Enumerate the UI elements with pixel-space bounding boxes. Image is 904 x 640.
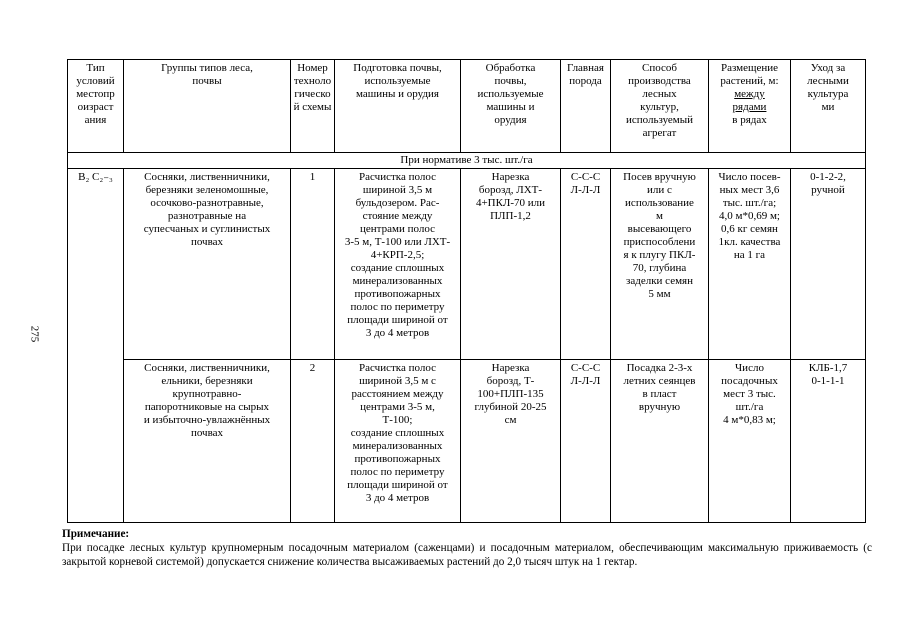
cell-line: техноло	[293, 75, 332, 87]
cell-line: Сосняки, лиственничники,	[144, 171, 270, 183]
forest-groups-cell	[124, 169, 291, 360]
condition-type-cell: В₂ С₂₋₃	[68, 169, 124, 523]
cell-line: оизраст	[77, 101, 114, 113]
cell-line: используемые	[477, 88, 544, 100]
cell-line: Л-Л-Л	[570, 375, 601, 387]
cell-line: минерализованных	[352, 275, 443, 287]
header-condition-type	[68, 60, 124, 153]
cell-line: порода	[569, 75, 602, 87]
cell-line: Расчистка полос	[359, 362, 436, 374]
cell-line: 3 до 4 метров	[365, 327, 430, 339]
cell-line: ми	[821, 101, 835, 113]
cell-line: тыс. шт./га;	[722, 197, 777, 209]
cell-line: условий	[76, 75, 115, 87]
cell-line: Л-Л-Л	[570, 184, 601, 196]
cell-line: КЛБ-1,7	[808, 362, 848, 374]
cell-line: приспособлени	[623, 236, 696, 248]
cell-line: 1кл. качества	[718, 236, 781, 248]
cell-line: Нарезка	[491, 362, 530, 374]
cell-line: местопр	[76, 88, 115, 100]
cell-line: 3-5 м, Т-100 или ЛХТ-	[344, 236, 451, 248]
cell-line: полос по периметру	[350, 301, 445, 313]
placement-cell	[709, 360, 791, 523]
cell-line: папоротниковые на сырых	[144, 401, 270, 413]
cell-line: создание сплошных	[350, 262, 445, 274]
cell-line: 0-1-2-2,	[810, 171, 846, 183]
cell-line: машины и	[486, 101, 535, 113]
cell-line: Подготовка почвы,	[353, 62, 442, 74]
cell-line: Сосняки, лиственничники,	[144, 362, 270, 374]
cell-line: площади шириной от	[347, 314, 448, 326]
cell-line: ания	[84, 114, 107, 126]
cell-line: используемые	[364, 75, 431, 87]
soil-treatment-cell	[461, 360, 561, 523]
cell-line: между	[734, 88, 765, 100]
header-care	[791, 60, 866, 153]
main-species-cell	[561, 169, 611, 360]
cell-line: 100+ПЛП-135	[477, 388, 544, 400]
cell-line: Номер	[297, 62, 328, 74]
normative-label: При нормативе 3 тыс. шт./га	[68, 153, 866, 169]
cell-line: Группы типов леса,	[161, 62, 253, 74]
cell-line: почвы	[192, 75, 222, 87]
cell-line: машины и орудия	[356, 88, 439, 100]
cell-line: 0-1-1-1	[811, 375, 845, 387]
cell-line: растений, м:	[720, 75, 779, 87]
cell-line: бульдозером. Рас-	[355, 197, 440, 209]
cell-line: вручную	[638, 401, 681, 413]
cell-line: глубиной 20-25	[474, 401, 547, 413]
cell-line: противопожарных	[354, 453, 441, 465]
cell-line: ельники, березняки	[161, 375, 253, 387]
cell-line: см	[504, 414, 517, 426]
cell-line: посадочных	[721, 375, 778, 387]
cell-line: шириной 3,5 м	[362, 184, 433, 196]
header-production-method	[611, 60, 709, 153]
note-block	[62, 527, 872, 569]
cell-line: мест 3 тыс.	[723, 388, 776, 400]
scheme-number-cell: 2	[291, 360, 335, 523]
cell-line: шириной 3,5 м с	[359, 375, 436, 387]
cell-line: в пласт	[642, 388, 677, 400]
cell-line: или с	[647, 184, 672, 196]
cell-line: 0,6 кг семян	[721, 223, 778, 235]
cell-line: крупнотравно-	[172, 388, 242, 400]
page-number: 275	[28, 325, 41, 343]
cell-line: 4 м*0,83 м;	[723, 414, 776, 426]
cell-line: ПЛП-1,2	[490, 210, 531, 222]
cell-line: Посадка 2-3-х	[626, 362, 693, 374]
cell-line: С-С-С	[570, 171, 601, 183]
cell-line: Т-100;	[382, 414, 413, 426]
cell-line: 5 мм	[648, 288, 671, 300]
cell-line: заделки семян	[626, 275, 693, 287]
cell-line: 70, глубина	[632, 262, 687, 274]
cell-line: березняки зеленомошные,	[145, 184, 269, 196]
cell-line: Тип	[86, 62, 105, 74]
cell-line: производства	[628, 75, 691, 87]
cell-line: рядами	[732, 101, 767, 113]
cell-line: й схемы	[293, 101, 332, 113]
cell-line: противопожарных	[354, 288, 441, 300]
soil-treatment-cell	[461, 169, 561, 360]
cell-line: С-С-С	[570, 362, 601, 374]
scheme-number-cell: 1	[291, 169, 335, 360]
soil-preparation-cell	[335, 169, 461, 360]
cell-line: Способ	[642, 62, 677, 74]
cell-line: почвах	[190, 427, 224, 439]
cell-line: Уход за	[810, 62, 846, 74]
header-soil-treatment	[461, 60, 561, 153]
cell-line: ручной	[811, 184, 845, 196]
cell-line: агрегат	[642, 127, 677, 139]
cell-line: культура	[807, 88, 849, 100]
cell-line: м	[656, 210, 663, 222]
cell-line: гическо	[294, 88, 331, 100]
cell-line: на 1 га	[733, 249, 766, 261]
cell-line: площади шириной от	[347, 479, 448, 491]
forest-table	[67, 59, 866, 523]
cell-line: ных мест 3,6	[719, 184, 780, 196]
header-row	[68, 60, 866, 153]
cell-line: Посев вручную	[623, 171, 696, 183]
cell-line: минерализованных	[352, 440, 443, 452]
note-text: При посадке лесных культур крупномерным посадочным материалом (саженцами) и посадочным материалом, обеспечивающим максимальную приживаемость (с закрытой корневой системой) допускается снижение количества высаживаемых растений до 2,0 тысяч штук на 1 гектар.	[62, 542, 872, 568]
cell-line: стояние между	[362, 210, 433, 222]
cell-line: я к плугу ПКЛ-	[623, 249, 696, 261]
cell-line: высевающего	[627, 223, 692, 235]
forest-groups-cell	[124, 360, 291, 523]
cell-line: Главная	[567, 62, 604, 74]
cell-line: орудия	[494, 114, 527, 126]
cell-line: 4+ПКЛ-70 или	[475, 197, 546, 209]
production-method-cell	[611, 169, 709, 360]
cell-line: супесчаных и суглинистых	[143, 223, 271, 235]
cell-line: Расчистка полос	[359, 171, 436, 183]
cell-line: почвах	[190, 236, 224, 248]
production-method-cell	[611, 360, 709, 523]
table-row	[68, 169, 866, 360]
cell-line: полос по периметру	[350, 466, 445, 478]
cell-line: разнотравные на	[167, 210, 247, 222]
header-main-species	[561, 60, 611, 153]
cell-line: использование	[625, 197, 694, 209]
normative-row	[68, 153, 866, 169]
cell-line: борозд, ЛХТ-	[478, 184, 543, 196]
cell-line: создание сплошных	[350, 427, 445, 439]
header-soil-preparation	[335, 60, 461, 153]
cell-line: 4+КРП-2,5;	[370, 249, 425, 261]
cell-line: Число посев-	[718, 171, 781, 183]
cell-line: в рядах	[732, 114, 767, 126]
cell-line: центрами 3-5 м,	[360, 401, 435, 413]
cell-line: Размещение	[720, 62, 779, 74]
care-cell	[791, 169, 866, 360]
cell-line: культур,	[640, 101, 679, 113]
cell-line: борозд, Т-	[486, 375, 535, 387]
cell-line: расстоянием между	[351, 388, 444, 400]
soil-preparation-cell	[335, 360, 461, 523]
cell-line: шт./га	[735, 401, 764, 413]
cell-line: используемый	[625, 114, 694, 126]
placement-cell	[709, 169, 791, 360]
table-row	[68, 360, 866, 523]
care-cell	[791, 360, 866, 523]
header-scheme-number	[291, 60, 335, 153]
header-placement	[709, 60, 791, 153]
cell-line: лесными	[807, 75, 849, 87]
note-title: Примечание:	[62, 528, 130, 540]
cell-line: Нарезка	[491, 171, 530, 183]
cell-line: Число	[735, 362, 764, 374]
cell-line: лесных	[642, 88, 677, 100]
cell-line: летних сеянцев	[623, 375, 696, 387]
header-forest-groups	[124, 60, 291, 153]
cell-line: осочково-разнотравные,	[150, 197, 264, 209]
cell-line: 4,0 м*0,69 м;	[719, 210, 780, 222]
cell-line: и избыточно-увлажнённых	[143, 414, 271, 426]
cell-line: Обработка	[485, 62, 536, 74]
cell-line: центрами полос	[360, 223, 435, 235]
cell-line: 3 до 4 метров	[365, 492, 430, 504]
main-species-cell	[561, 360, 611, 523]
cell-line: почвы,	[494, 75, 527, 87]
